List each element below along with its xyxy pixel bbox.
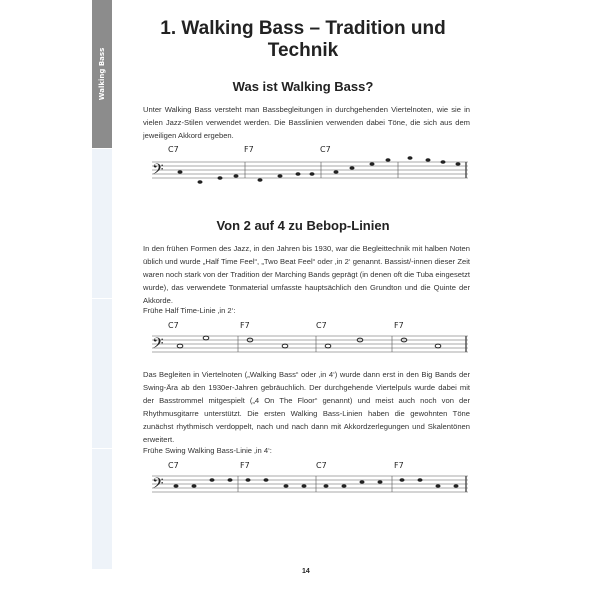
svg-text:C7: C7: [320, 145, 331, 154]
example-caption: Frühe Swing Walking Bass-Linie ‚in 4‘:: [143, 446, 272, 455]
bass-clef-icon: 𝄢: [152, 335, 164, 356]
svg-text:C7: C7: [316, 461, 327, 470]
paragraph: In den frühen Formen des Jazz, in den Jahren bis 1930, war die Begleittechnik mit halben Noten üblich und wurde „Half Time Feel“, „Two Beat Feel“ oder ‚in 2‘ genannt. Bassist/-innen dieser Zeit waren noch stark von der Tradition der Marching Bands geprägt (in denen oft die Tuba eingesetzt wurde), das verwendete Tonmaterial umfasste hauptsächlich den Grundton und die Quinte der Akkorde.: [143, 244, 470, 305]
svg-text:C7: C7: [168, 321, 179, 330]
svg-text:C7: C7: [168, 145, 179, 154]
bass-clef-icon: 𝄢: [152, 161, 164, 182]
music-example-1: [140, 140, 470, 200]
svg-text:C7: C7: [316, 321, 327, 330]
page-number: 14: [302, 568, 310, 575]
section-heading: Was ist Walking Bass?: [232, 79, 374, 94]
svg-text:F7: F7: [394, 321, 404, 330]
tab-chapter-4[interactable]: [92, 448, 112, 569]
tab-chapter-2[interactable]: [92, 148, 112, 299]
bass-clef-icon: 𝄢: [152, 475, 164, 496]
svg-text:C7: C7: [168, 461, 179, 470]
paragraph: Das Begleiten in Viertelnoten („Walking Bass“ oder ‚in 4‘) wurde dann erst in den Big Bands der Swing-Ära ab den 1930er-Jahren gebräuchlich. Der durchgehende Viertelpuls wurde dabei mit der Basstrommel mitgespielt („4 On The Floor“ genannt) und meist auch noch von der Rhythmusgitarre unterstützt. Die ersten Walking Bass-Linien haben die gewohnten Töne zunächst rhythmisch verdoppelt, nach und nach dann mit Akkordzerlegungen und Skalentönen erweitert.: [143, 370, 470, 444]
tab-walking-bass[interactable]: Walking Bass: [92, 0, 112, 148]
paragraph: Unter Walking Bass versteht man Bassbegleitungen in durchgehenden Viertelnoten, wie sie in vielen Jazz-Stilen verwendet werden. Die Basslinien verwenden dabei Töne, die sich aus dem jeweiligen Akkord ergeben.: [143, 105, 470, 140]
section-heading: Von 2 auf 4 zu Bebop-Linien: [216, 218, 390, 233]
chapter-tabs: [92, 0, 112, 600]
tab-chapter-3[interactable]: [92, 298, 112, 449]
page-title: 1. Walking Bass – Tradition und Technik: [160, 18, 446, 61]
example-caption: Frühe Half Time-Linie ‚in 2‘:: [143, 306, 236, 315]
svg-text:F7: F7: [394, 461, 404, 470]
svg-text:F7: F7: [240, 461, 250, 470]
music-example-3: [140, 458, 470, 518]
svg-text:F7: F7: [240, 321, 250, 330]
svg-text:F7: F7: [244, 145, 254, 154]
